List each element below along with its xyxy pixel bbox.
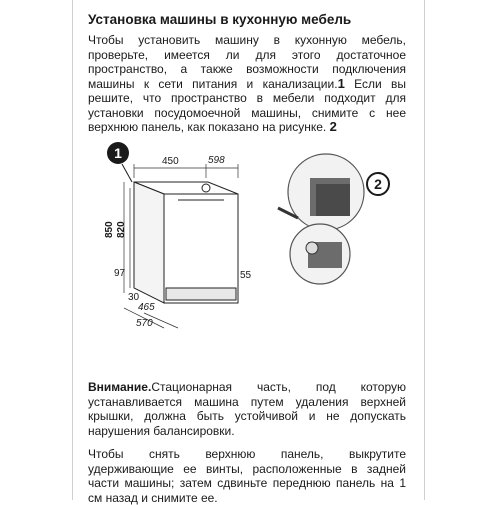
- dim-97: 97: [114, 268, 126, 279]
- callout-2-label: 2: [374, 176, 382, 192]
- figure-ref-1: 1: [337, 75, 345, 91]
- warning-paragraph: [88, 380, 406, 438]
- right-border: [424, 0, 425, 500]
- dim-height-850: 850: [104, 221, 115, 238]
- warning-label: Внимание.: [88, 380, 152, 394]
- detail-circle-bottom: [290, 224, 350, 284]
- dishwasher-diagram: [88, 138, 408, 338]
- dishwasher-body: [134, 182, 238, 303]
- section-title: Установка машины в кухонную мебель: [88, 12, 352, 27]
- callout-1-label: 1: [114, 145, 122, 161]
- installation-figure: [88, 138, 408, 338]
- dim-30: 30: [128, 292, 140, 303]
- intro-text: Чтобы установить машину в кухонную мебель, проверьте, имеется ли для этого достаточное пространство, а также возможности подключения машины к сети питания и канализации.: [88, 33, 406, 91]
- warning-text: Стационарная часть, под которую устанавливается машина путем удаления верхней крышки, должна быть устойчивой и не допускать нарушения балансировки.: [88, 380, 406, 438]
- callout-2: [367, 173, 389, 195]
- dim-465: 465: [138, 302, 155, 313]
- dim-depth: 598: [208, 155, 225, 166]
- intro-text-2: Если вы решите, что пространство в мебели подходит для установки посудомоечной машины, снимите с нее верхнюю панель, как показано на рисунке.: [88, 76, 406, 134]
- top-dimensions: [134, 164, 238, 178]
- dim-small: 55: [240, 270, 252, 281]
- callout-1: [107, 142, 132, 182]
- left-border: [72, 0, 73, 500]
- dim-570: 570: [136, 318, 153, 329]
- intro-paragraph: [88, 33, 406, 135]
- instructions-paragraph: Чтобы снять верхнюю панель, выкрутите удерживающие ее винты, расположенные в задней части машины; затем сдвиньте переднюю панель на 1 см назад и снимите ее.: [88, 447, 406, 505]
- figure-ref-2: 2: [329, 119, 337, 134]
- detail-circle-top: [278, 154, 364, 230]
- dim-width: 450: [162, 156, 179, 167]
- dim-height-820: 820: [116, 221, 127, 238]
